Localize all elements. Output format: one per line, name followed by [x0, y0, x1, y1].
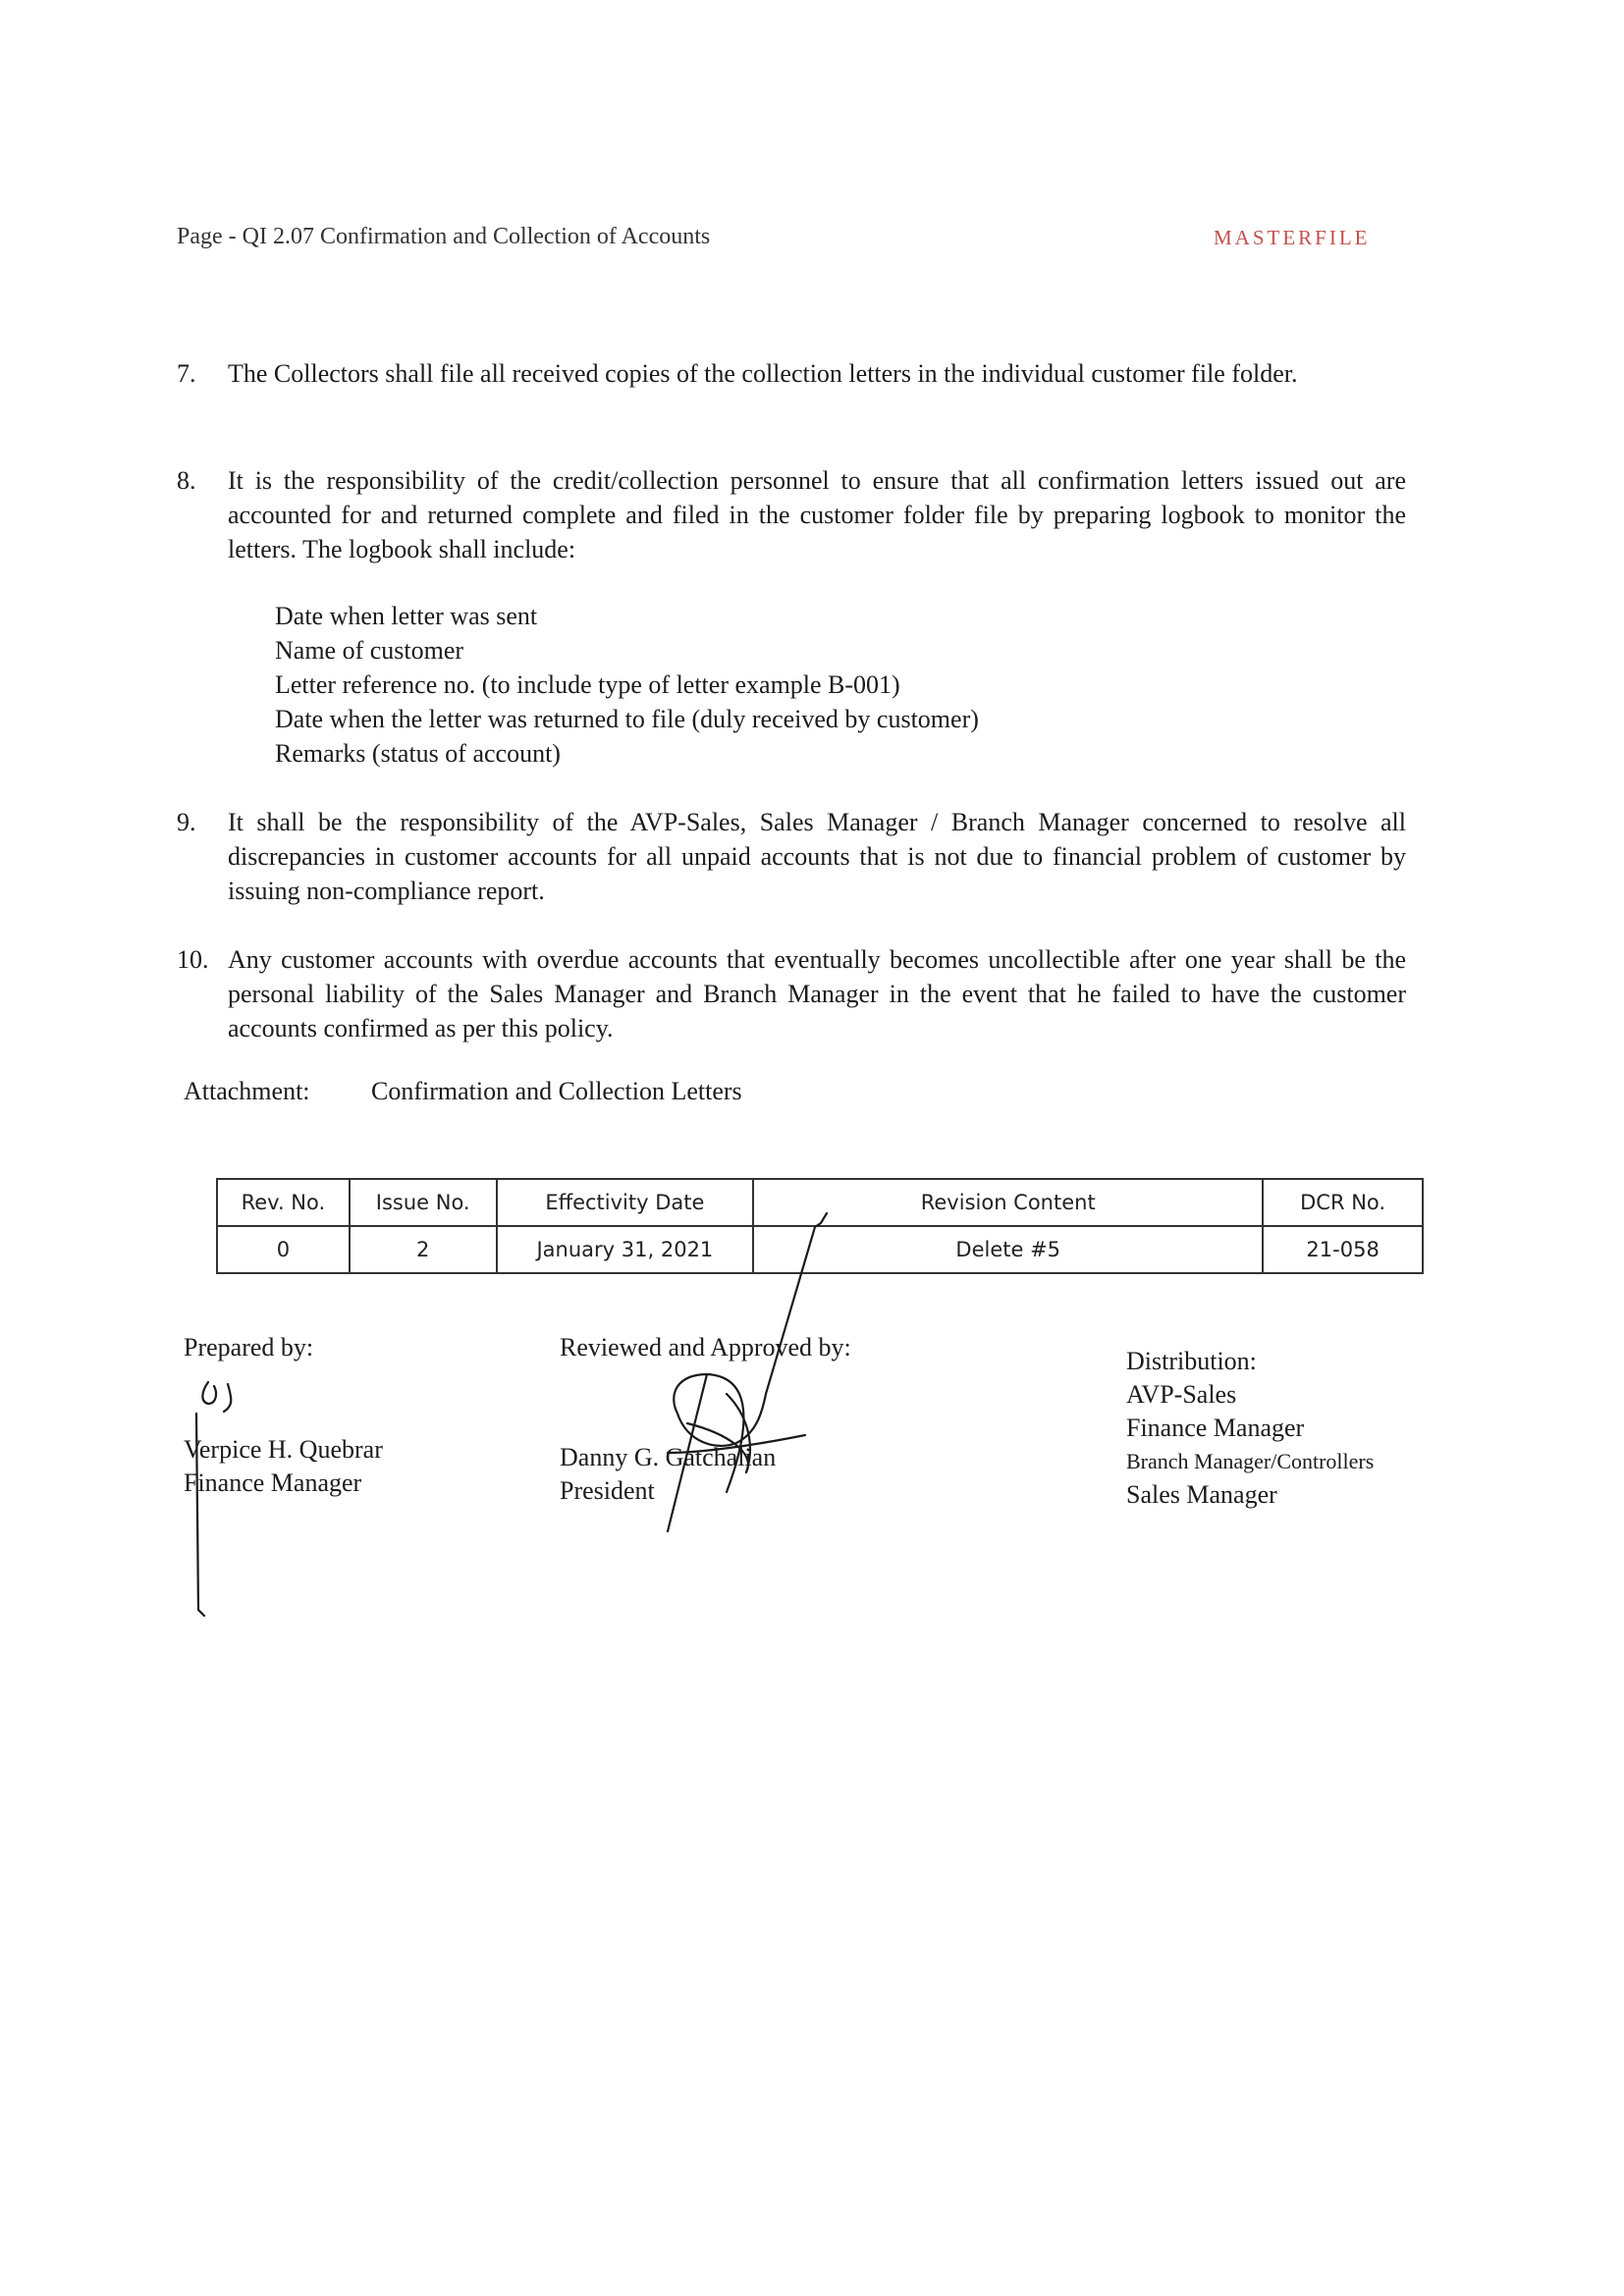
cell-effectivity-date: January 31, 2021: [497, 1226, 754, 1273]
approver-signature-mark: [668, 1213, 827, 1531]
item-number: 8.: [177, 466, 196, 495]
header-rev-no: Rev. No.: [217, 1179, 350, 1226]
header-revision-content: Revision Content: [753, 1179, 1263, 1226]
distribution-item: Finance Manager: [1126, 1414, 1305, 1442]
cell-dcr-no: 21-058: [1263, 1226, 1423, 1273]
cell-rev-no: 0: [217, 1226, 350, 1273]
attachment-value: Confirmation and Collection Letters: [371, 1077, 742, 1105]
distribution-label: Distribution:: [1126, 1347, 1257, 1375]
item-number: 9.: [177, 808, 196, 836]
page-header-title: Page - QI 2.07 Confirmation and Collection of Accounts: [177, 224, 711, 249]
attachment-label: Attachment:: [184, 1077, 310, 1105]
item-text: It is the responsibility of the credit/collection personnel to ensure that all confirmation letters issued out are accounted for and returned complete and filed in the customer folder file by preparing logbook to monitor the letters. The logbook shall include:: [228, 466, 1406, 563]
logbook-entry: Name of customer: [275, 636, 464, 665]
item-text: The Collectors shall file all received copies of the collection letters in the individual customer file folder.: [228, 359, 1298, 388]
preparer-name: Verpice H. Quebrar: [184, 1435, 383, 1464]
cell-issue-no: 2: [350, 1226, 497, 1273]
approver-title: President: [560, 1476, 655, 1505]
reviewed-by-label: Reviewed and Approved by:: [560, 1333, 851, 1362]
header-issue-no: Issue No.: [350, 1179, 497, 1226]
prepared-by-label: Prepared by:: [184, 1333, 314, 1362]
preparer-signature-mark: [196, 1382, 231, 1616]
distribution-item: AVP-Sales: [1126, 1380, 1237, 1409]
logbook-entry: Date when the letter was returned to file (duly received by customer): [275, 705, 979, 733]
distribution-item: Branch Manager/Controllers: [1126, 1449, 1375, 1473]
header-effectivity-date: Effectivity Date: [497, 1179, 754, 1226]
item-text: Any customer accounts with overdue accounts that eventually becomes uncollectible after one year shall be the personal liability of the Sales Manager and Branch Manager in the event that he failed to have the customer accounts confirmed as per this policy.: [228, 945, 1406, 1042]
masterfile-stamp: MASTERFILE: [1214, 226, 1371, 249]
header-dcr-no: DCR No.: [1263, 1179, 1423, 1226]
item-number: 7.: [177, 359, 196, 388]
approver-name: Danny G. Gatchalian: [560, 1443, 777, 1471]
item-text: It shall be the responsibility of the AVP-Sales, Sales Manager / Branch Manager concerned to resolve all discrepancies in customer accounts for all unpaid accounts that is not due to financial problem of customer by issuing non-compliance report.: [228, 808, 1406, 905]
preparer-title: Finance Manager: [184, 1468, 362, 1497]
logbook-entry: Letter reference no. (to include type of letter example B-001): [275, 670, 900, 699]
logbook-entry: Date when letter was sent: [275, 602, 538, 630]
cell-revision-content: Delete #5: [753, 1226, 1263, 1273]
logbook-entry: Remarks (status of account): [275, 739, 561, 768]
item-number: 10.: [177, 945, 209, 974]
distribution-item: Sales Manager: [1126, 1480, 1277, 1509]
